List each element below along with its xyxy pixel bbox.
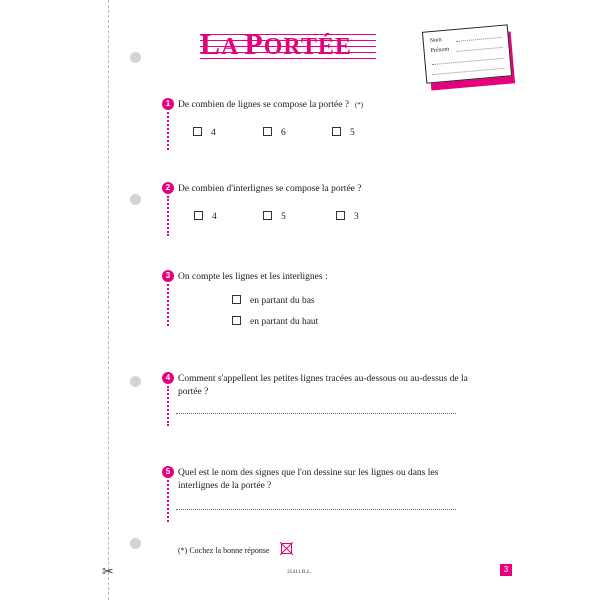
- punch-hole: [130, 52, 141, 63]
- punch-hole: [130, 194, 141, 205]
- cut-line: [108, 0, 109, 600]
- answer-line[interactable]: [176, 413, 456, 414]
- name-card-blank-line: [432, 58, 504, 65]
- answer-option[interactable]: 6: [263, 127, 286, 139]
- title-cap-2: P: [244, 28, 264, 61]
- title-cap-1: L: [200, 28, 222, 61]
- question-dots: [167, 196, 169, 236]
- name-card-blank-line: [433, 68, 505, 75]
- answer-option[interactable]: 5: [332, 127, 355, 139]
- question-text: De combien d'interlignes se compose la portée ?: [178, 184, 362, 194]
- checkbox[interactable]: [336, 211, 345, 220]
- question-dots: [167, 112, 169, 150]
- name-card: [422, 24, 512, 83]
- answer-option[interactable]: 4: [194, 211, 217, 223]
- page-number: 3: [500, 564, 512, 576]
- footnote: (*) Cochez la bonne réponse: [178, 546, 270, 555]
- checkbox[interactable]: [193, 127, 202, 136]
- punch-hole: [130, 538, 141, 549]
- checkbox[interactable]: [263, 211, 272, 220]
- question-dots: [167, 480, 169, 522]
- question-text: On compte les lignes et les interlignes :: [178, 272, 328, 282]
- scissors-icon: ✂: [102, 564, 114, 580]
- question-number: 5: [162, 466, 174, 478]
- answer-option[interactable]: en partant du bas: [232, 295, 315, 307]
- answer-option[interactable]: 5: [263, 211, 286, 223]
- answer-option[interactable]: en partant du haut: [232, 316, 318, 328]
- checkbox[interactable]: [232, 295, 241, 304]
- nom-label: Nom: [429, 37, 442, 45]
- question-number: 4: [162, 372, 174, 384]
- question-number: 3: [162, 270, 174, 282]
- title-rest-2: ORTÉE: [263, 34, 352, 60]
- checkbox[interactable]: [332, 127, 341, 136]
- question-dots: [167, 386, 169, 426]
- question-text: De combien de lignes se compose la portée ? (*): [178, 100, 364, 110]
- checkbox[interactable]: [263, 127, 272, 136]
- checkbox[interactable]: [232, 316, 241, 325]
- title-rest-1: A: [221, 34, 240, 60]
- question-dots: [167, 284, 169, 326]
- footnote-ref: (*): [354, 101, 364, 109]
- document-code: 25411 B.L.: [287, 569, 312, 575]
- question-text: Comment s'appellent les petites lignes tracées au-dessous ou au-dessus de la portée ?: [178, 374, 468, 397]
- prenom-label: Prénom: [430, 46, 450, 55]
- question-number: 2: [162, 182, 174, 194]
- answer-option[interactable]: 3: [336, 211, 359, 223]
- crossed-box-icon: [280, 542, 293, 555]
- nom-field[interactable]: [456, 37, 502, 42]
- answer-option[interactable]: 4: [193, 127, 216, 139]
- question-number: 1: [162, 98, 174, 110]
- question-text: Quel est le nom des signes que l'on dessine sur les lignes ou dans les interlignes de la portée ?: [178, 468, 439, 491]
- page-title: [200, 26, 380, 62]
- checkbox[interactable]: [194, 211, 203, 220]
- prenom-field[interactable]: [457, 47, 503, 52]
- punch-hole: [130, 376, 141, 387]
- answer-line[interactable]: [176, 509, 456, 510]
